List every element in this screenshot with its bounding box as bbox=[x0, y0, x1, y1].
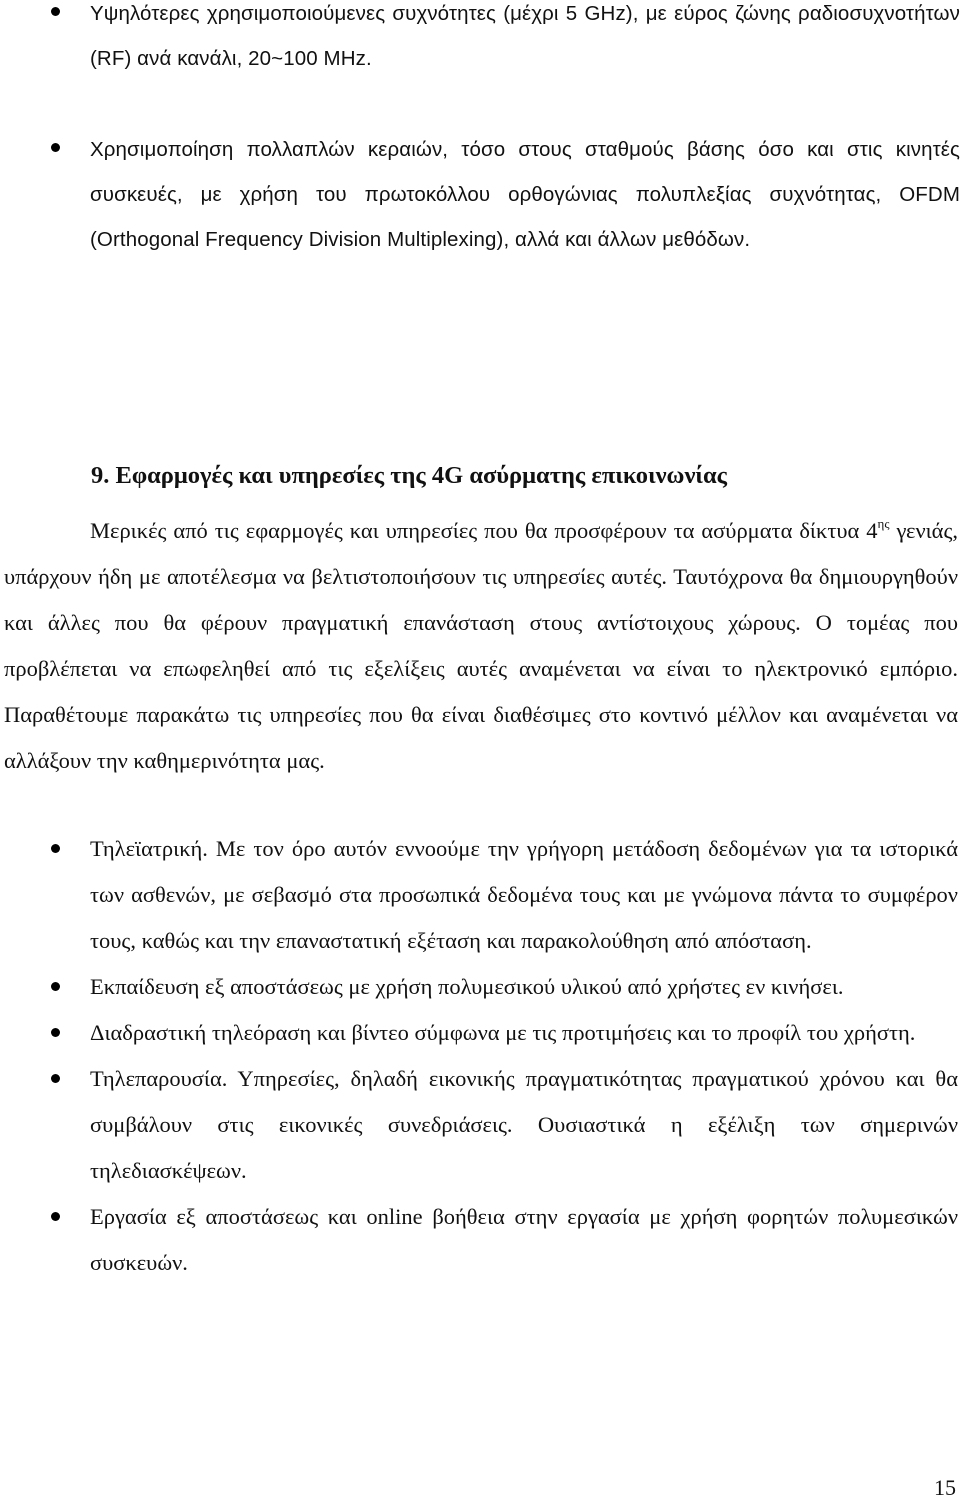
intro-paragraph bbox=[4, 508, 958, 784]
service-remote-work: Εργασία εξ αποστάσεως και online βοήθεια στην εργασία με χρήση φορητών πολυμεσικών συσκευών. bbox=[0, 1194, 958, 1286]
ordinal-superscript: ης bbox=[877, 515, 890, 531]
section-heading: 9. Εφαρμογές και υπηρεσίες της 4G ασύρματης επικοινωνίας bbox=[91, 462, 728, 489]
list-item: Υψηλότερες χρησιμοποιούμενες συχνότητες (μέχρι 5 GHz), με εύρος ζώνης ραδιοσυχνοτήτων (RF) ανά κανάλι, 20~100 MHz. bbox=[0, 0, 960, 81]
services-list bbox=[0, 826, 958, 1286]
top-bullet-list bbox=[0, 0, 960, 262]
service-telepresence: Τηλεπαρουσία. Υπηρεσίες, δηλαδή εικονικής πραγματικότητας πραγματικού χρόνου και θα συμβάλουν στις εικονικές συνεδριάσεις. Ουσιαστικά η εξέλιξη των σημερινών τηλεδιασκέψεων. bbox=[0, 1056, 958, 1194]
service-interactive-tv: Διαδραστική τηλεόραση και βίντεο σύμφωνα με τις προτιμήσεις και το προφίλ του χρήστη. bbox=[0, 1010, 958, 1056]
paragraph-text-rest: γενιάς, υπάρχουν ήδη με αποτέλεσμα να βελτιστοποιήσουν τις υπηρεσίες αυτές. Ταυτόχρονα θα δημιουργηθούν και άλλες που θα φέρουν πραγματική επανάσταση στους αντίστοιχους χώρους. Ο τομέας που προβλέπεται να επωφεληθεί από τις εξελίξεις αυτές αναμένεται να είναι το ηλεκτρονικό εμπόριο. Παραθέτουμε παρακάτω τις υπηρεσίες που θα είναι διαθέσιμες στο κοντινό μέλλον και αναμένεται να αλλάξουν την καθημερινότητα μας. bbox=[4, 518, 958, 773]
service-telemedicine: Τηλεϊατρική. Με τον όρο αυτόν εννοούμε την γρήγορη μετάδοση δεδομένων για τα ιστορικά των ασθενών, με σεβασμό στα προσωπικά δεδομένα τους και με γνώμονα πάντα το συμφέρον τους, καθώς και την επαναστατική εξέταση και παρακολούθηση από απόσταση. bbox=[0, 826, 958, 964]
service-distance-education: Εκπαίδευση εξ αποστάσεως με χρήση πολυμεσικού υλικού από χρήστες εν κινήσει. bbox=[0, 964, 958, 1010]
page-number: 15 bbox=[934, 1475, 956, 1500]
paragraph-text-start: Μερικές από τις εφαρμογές και υπηρεσίες που θα προσφέρουν τα ασύρματα δίκτυα 4 bbox=[90, 518, 878, 543]
list-item: Χρησιμοποίηση πολλαπλών κεραιών, τόσο στους σταθμούς βάσης όσο και στις κινητές συσκευές, με χρήση του πρωτοκόλλου ορθογώνιας πολυπλεξίας συχνότητας, OFDM (Orthogonal Frequency Division Multiplexing), αλλά και άλλων μεθόδων. bbox=[0, 127, 960, 262]
